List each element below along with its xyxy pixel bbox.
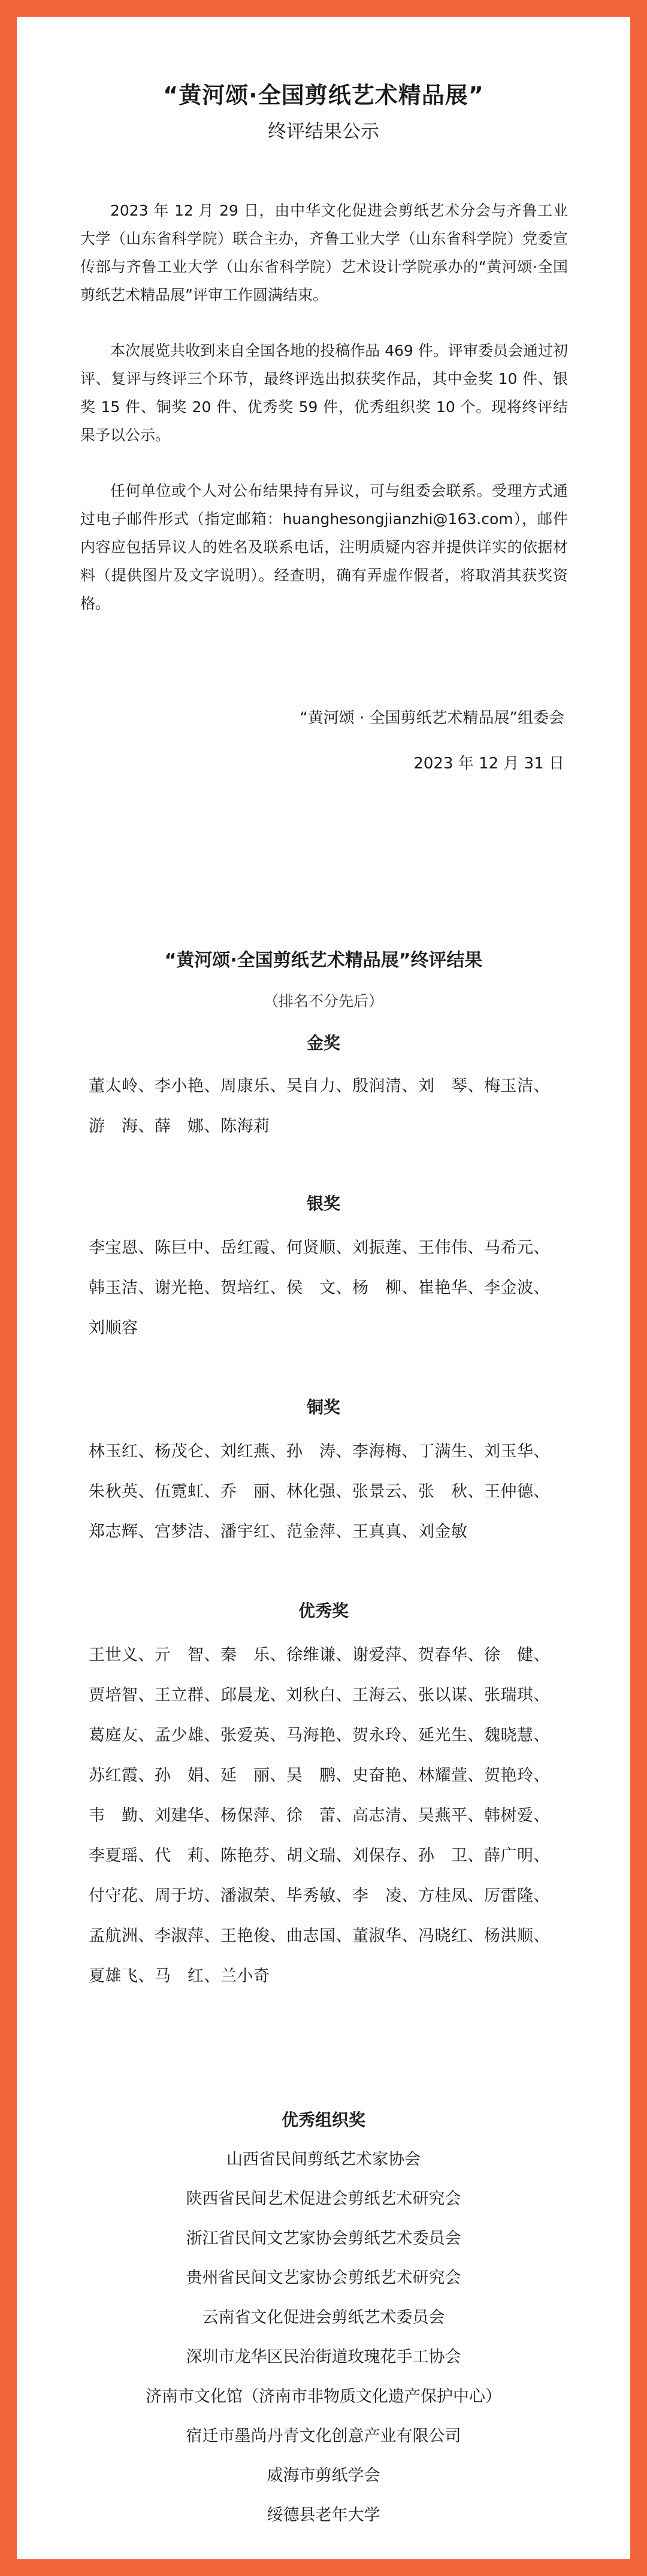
organization-item: 深圳市龙华区民治街道玫瑰花手工协会 [186, 2348, 461, 2366]
results-title: “黄河颂·全国剪纸艺术精品展”终评结果 [164, 950, 483, 971]
names-line: 夏雄飞、马 红、兰小奇 [89, 1967, 270, 1985]
results-note: （排名不分先后） [263, 992, 383, 1010]
organization-item: 陕西省民间艺术促进会剪纸艺术研究会 [186, 2190, 461, 2208]
names-line: 游 海、薛 娜、陈海莉 [89, 1117, 270, 1136]
document-subtitle: 终评结果公示 [268, 121, 379, 143]
organization-item: 贵州省民间文艺家协会剪纸艺术研究会 [186, 2269, 461, 2287]
signature-date: 2023 年 12 月 31 日 [413, 755, 564, 773]
names-line: 韦 勤、刘建华、杨保萍、徐 蕾、高志清、吴燕平、韩树爱、 [89, 1806, 550, 1825]
names-line: 李夏瑶、代 莉、陈艳芬、胡文瑞、刘保存、孙 卫、薛广明、 [89, 1847, 550, 1865]
names-line: 郑志辉、宫梦洁、潘宇红、范金萍、王真真、刘金敏 [89, 1522, 468, 1541]
names-line: 孟航洲、李淑萍、王艳俊、曲志国、董淑华、冯晓红、杨洪顺、 [89, 1927, 550, 1945]
names-line: 葛庭友、孟少雄、张爱英、马海艳、贺永玲、延光生、魏晓慧、 [89, 1726, 550, 1745]
names-line: 董太岭、李小艳、周康乐、吴自力、殷润清、刘 琴、梅玉洁、 [89, 1077, 550, 1095]
bronze-award-heading: 铜奖 [306, 1397, 340, 1417]
names-line: 刘顺容 [89, 1319, 138, 1337]
names-line: 朱秋英、伍霓虹、乔 丽、林化强、张景云、张 秋、王仲德、 [89, 1482, 550, 1501]
body-paragraph-3: 任何单位或个人对公布结果持有异议，可与组委会联系。受理方式通过电子邮件形式（指定邮箱：huanghesongjianzhi@163.com），邮件内容应包括异议人的姓名及联系电话，注明质疑内容并提供详实的依据材料（提供图片及文字说明）。经查明，确有弄虚作假者，将取消其获奖资格。 [80, 482, 568, 612]
bronze-award-names [89, 1431, 568, 1552]
excellent-award-names [89, 1635, 568, 1996]
names-line: 贾培智、王立群、邱晨龙、刘秋白、王海云、张以谋、张瑞琪、 [89, 1686, 550, 1705]
names-line: 林玉红、杨茂仑、刘红燕、孙 涛、李海梅、丁满生、刘玉华、 [89, 1442, 550, 1461]
names-line: 付守花、周于坊、潘淑荣、毕秀敏、李 凌、方桂凤、厉雷隆、 [89, 1887, 550, 1905]
document-title: “黄河颂·全国剪纸艺术精品展” [163, 82, 484, 108]
names-line: 苏红霞、孙 娟、延 丽、吴 鹏、史奋艳、林耀萱、贺艳玲、 [89, 1766, 550, 1785]
organization-item: 宿迁市墨尚丹青文化创意产业有限公司 [186, 2427, 461, 2445]
organizer-signature: “黄河颂 · 全国剪纸艺术精品展”组委会 [300, 709, 564, 727]
gold-award-heading: 金奖 [306, 1033, 340, 1053]
organization-item: 济南市文化馆（济南市非物质文化遗产保护中心） [146, 2387, 501, 2406]
document-page [17, 17, 630, 2559]
organization-item: 威海市剪纸学会 [267, 2466, 380, 2485]
body-paragraph-1: 2023 年 12 月 29 日，由中华文化促进会剪纸艺术分会与齐鲁工业大学（山东省科学院）联合主办，齐鲁工业大学（山东省科学院）党委宣传部与齐鲁工业大学（山东省科学院）艺术设计学院承办的“黄河颂·全国剪纸艺术精品展”评审工作圆满结束。 [80, 202, 568, 304]
names-line: 韩玉洁、谢光艳、贺培红、侯 文、杨 柳、崔艳华、李金波、 [89, 1279, 550, 1297]
silver-award-heading: 银奖 [306, 1194, 340, 1213]
organization-item: 云南省文化促进会剪纸艺术委员会 [202, 2308, 445, 2327]
silver-award-names [89, 1228, 568, 1348]
organization-item: 浙江省民间文艺家协会剪纸艺术委员会 [186, 2229, 461, 2248]
excellent-award-heading: 优秀奖 [298, 1601, 349, 1621]
gold-award-names [89, 1066, 568, 1146]
body-paragraph-2: 本次展览共收到来自全国各地的投稿作品 469 件。评审委员会通过初评、复评与终评三个环节，最终评选出拟获奖作品，其中金奖 10 件、银奖 15 件、铜奖 20 件、优秀奖 59 件，优秀组织奖 10 个。现将终评结果予以公示。 [80, 342, 568, 444]
organization-award-heading: 优秀组织奖 [281, 2110, 365, 2130]
organization-item: 绥德县老年大学 [267, 2506, 380, 2524]
names-line: 李宝恩、陈巨中、岳红霞、何贤顺、刘振莲、王伟伟、马希元、 [89, 1239, 550, 1257]
organization-item: 山西省民间剪纸艺术家协会 [226, 2150, 421, 2169]
names-line: 王世义、亓 智、秦 乐、徐维谦、谢爱萍、贺春华、徐 健、 [89, 1646, 550, 1664]
